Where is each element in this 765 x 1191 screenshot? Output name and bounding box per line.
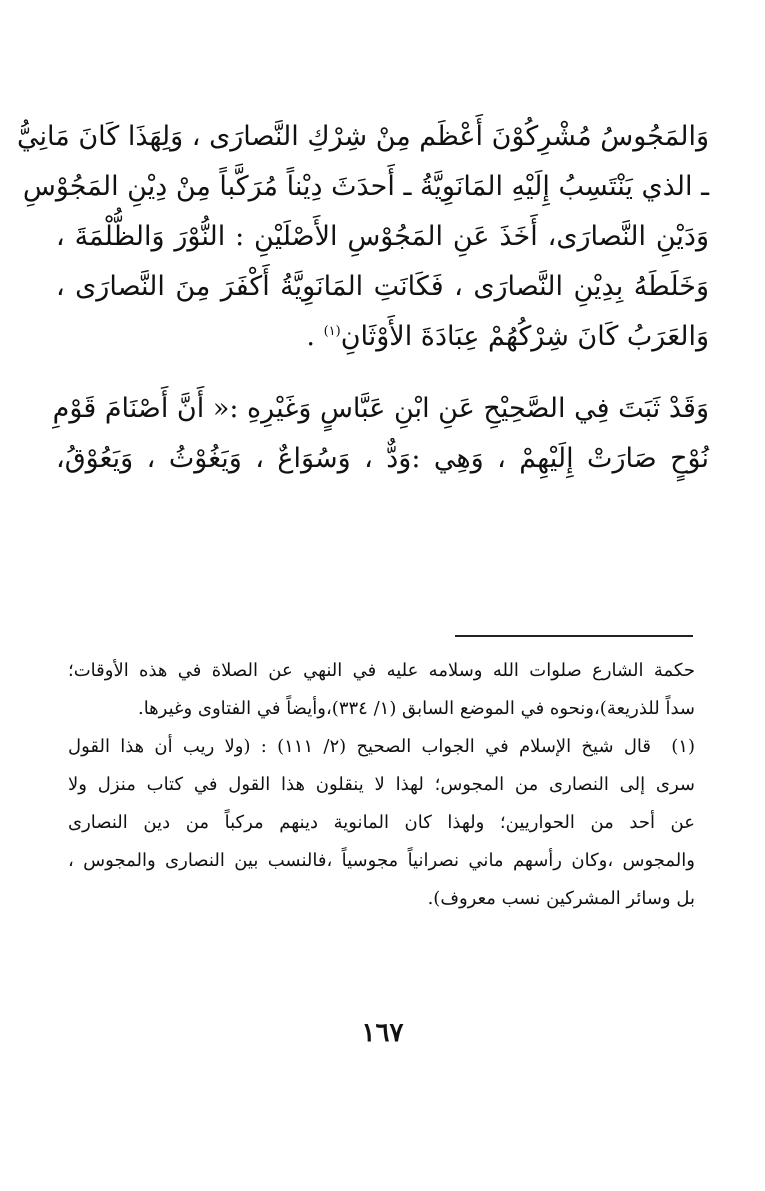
footnote-separator	[455, 635, 693, 637]
footnote-text: قال شيخ الإسلام في الجواب الصحيح (٢/ ١١١) : (ولا ريب أن هذا القول	[68, 736, 651, 757]
main-text-line: وَدَيْنِ النَّصارَى، أَخَذَ عَنِ المَجُوْسِ الأَصْلَيْنِ : النُّوْرَ وَالظُّلْمَةَ ،	[56, 221, 709, 252]
footnote-reference: (١)	[323, 324, 341, 339]
paragraph-gap	[56, 362, 709, 384]
footnote-line: سداً للذريعة)،ونحوه في الموضع السابق (١/ ٣٣٤)،وأيضاً في الفتاوى وغيرها.	[137, 698, 695, 719]
main-text-line: وَخَلَطَهُ بِدِيْنِ النَّصارَى ، فَكَانَتِ المَانَوِيَّةُ أَكْفَرَ مِنَ النَّصارَى ،	[56, 271, 709, 302]
main-text	[17, 112, 709, 484]
footnote-line: سرى إلى النصارى من المجوس؛ لهذا لا ينقلون هذا القول في كتاب منزل ولا	[68, 774, 695, 795]
footnote-number: (١)	[671, 736, 695, 757]
footnote-line: عن أحد من الحواريين؛ ولهذا كان المانوية دينهم مركباً من دين النصارى	[68, 812, 695, 833]
footnote-line: بل وسائر المشركين نسب معروف).	[427, 888, 695, 909]
main-text-line: نُوْحٍ صَارَتْ إِلَيْهِمْ ، وَهِي :وَدٌّ ، وَسُوَاعٌ ، وَيَغُوْثُ ، وَيَعُوْقُ،	[56, 443, 709, 474]
main-text-line: وَقَدْ ثَبَتَ فِي الصَّحِيْحِ عَنِ ابْنِ عَبَّاسٍ وَغَيْرِهِ :« أَنَّ أَصْنَامَ قَوْمِ	[52, 393, 709, 424]
main-text-line	[56, 312, 709, 362]
footnotes	[68, 652, 695, 918]
main-text-fragment: .	[306, 321, 324, 352]
footnote-line: حكمة الشارع صلوات الله وسلامه عليه في النهي عن الصلاة في هذه الأوقات؛	[68, 660, 695, 681]
main-text-line: ـ الذي يَنْتَسِبُ إِلَيْهِ المَانَوِيَّةُ ـ أَحدَثَ دِيْناً مُرَكَّباً مِنْ دِيْنِ المَجُوْسِ	[22, 171, 709, 202]
main-text-line: وَالمَجُوسُ مُشْرِكُوْنَ أَعْظَم مِنْ شِرْكِ النَّصارَى ، وَلِهَذَا كَانَ مَانِيُّ	[17, 121, 709, 152]
main-text-fragment: وَالعَرَبُ كَانَ شِرْكُهُمْ عِبَادَةَ الأَوْثَانِ	[340, 321, 709, 352]
footnote-line	[68, 728, 695, 766]
footnote-line: والمجوس ،وكان رأسهم ماني نصرانياً مجوسياً ،فالنسب بين النصارى والمجوس ،	[68, 850, 695, 871]
page-number: ١٦٧	[361, 1018, 404, 1048]
